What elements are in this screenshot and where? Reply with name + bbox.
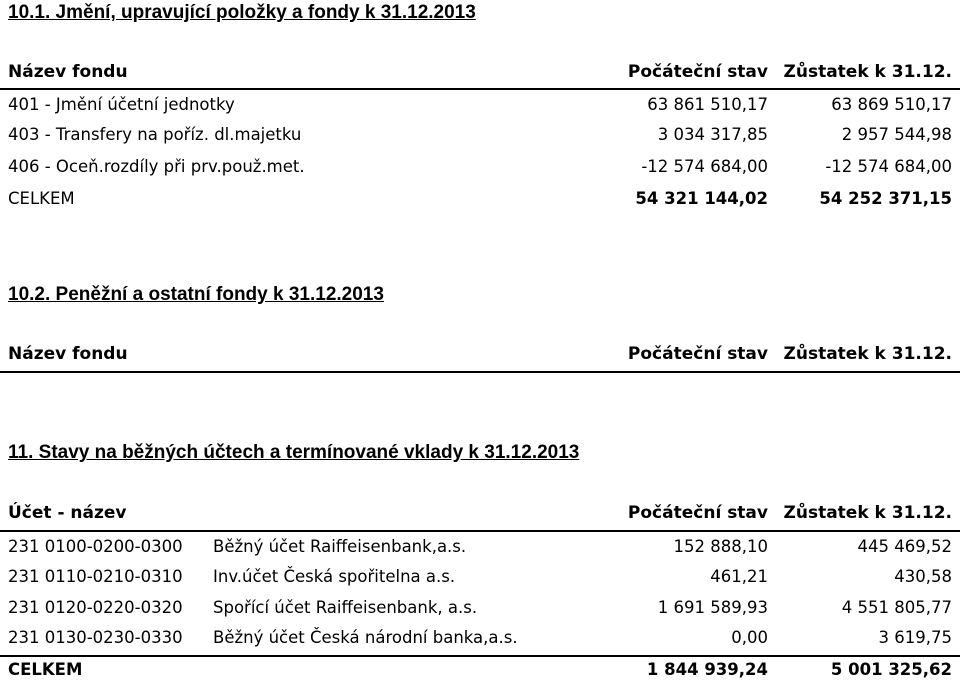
column-header-end: Zůstatek k 31.12. bbox=[783, 62, 952, 82]
column-header-end: Zůstatek k 31.12. bbox=[783, 503, 952, 523]
start-value: -12 574 684,00 bbox=[641, 157, 768, 176]
end-value: -12 574 684,00 bbox=[825, 157, 952, 176]
account-name: Běžný účet Raiffeisenbank,a.s. bbox=[213, 537, 467, 556]
column-header-start: Počáteční stav bbox=[627, 62, 768, 82]
table-row bbox=[0, 122, 960, 152]
start-value: 461,21 bbox=[710, 567, 768, 586]
table-row bbox=[0, 596, 960, 626]
account-number: 231 0130-0230-0330 bbox=[8, 628, 183, 647]
column-header-name: Název fondu bbox=[8, 62, 128, 82]
account-name: Běžný účet Česká národní banka,a.s. bbox=[213, 628, 518, 647]
end-value: 2 957 544,98 bbox=[841, 125, 952, 144]
account-number: 231 0100-0200-0300 bbox=[8, 537, 183, 556]
table-row bbox=[0, 565, 960, 595]
section-heading-funds: 10.1. Jmění, upravující položky a fondy k 31.12.2013 bbox=[8, 2, 476, 23]
total-end-value: 5 001 325,62 bbox=[830, 660, 952, 679]
total-end-value: 54 252 371,15 bbox=[819, 189, 952, 208]
end-value: 3 619,75 bbox=[878, 628, 952, 647]
account-number: 231 0120-0220-0320 bbox=[8, 598, 183, 617]
end-value: 430,58 bbox=[894, 567, 952, 586]
total-start-value: 1 844 939,24 bbox=[646, 660, 768, 679]
section-heading-monetary-funds: 10.2. Peněžní a ostatní fondy k 31.12.2013 bbox=[8, 284, 384, 305]
column-header-end: Zůstatek k 31.12. bbox=[783, 344, 952, 364]
fund-name: 406 - Oceň.rozdíly při prv.použ.met. bbox=[8, 157, 305, 176]
table-row bbox=[0, 92, 960, 122]
start-value: 0,00 bbox=[731, 628, 768, 647]
column-header-name: Název fondu bbox=[8, 344, 128, 364]
column-header-start: Počáteční stav bbox=[627, 344, 768, 364]
end-value: 445 469,52 bbox=[857, 537, 952, 556]
total-divider bbox=[0, 655, 960, 657]
start-value: 152 888,10 bbox=[673, 537, 768, 556]
end-value: 4 551 805,77 bbox=[841, 598, 952, 617]
table-row bbox=[0, 626, 960, 656]
start-value: 3 034 317,85 bbox=[657, 125, 768, 144]
header-divider bbox=[0, 88, 960, 90]
end-value: 63 869 510,17 bbox=[831, 95, 952, 114]
account-name: Spořící účet Raiffeisenbank, a.s. bbox=[213, 598, 478, 617]
fund-name: 401 - Jmění účetní jednotky bbox=[8, 95, 235, 114]
table-row bbox=[0, 154, 960, 184]
column-header-start: Počáteční stav bbox=[627, 503, 768, 523]
fund-name: 403 - Transfery na poříz. dl.majetku bbox=[8, 125, 302, 144]
account-name: Inv.účet Česká spořitelna a.s. bbox=[213, 567, 456, 586]
total-label: CELKEM bbox=[8, 660, 83, 679]
header-divider bbox=[0, 371, 960, 373]
total-label: CELKEM bbox=[8, 189, 75, 208]
table-row bbox=[0, 535, 960, 565]
start-value: 1 691 589,93 bbox=[657, 598, 768, 617]
header-divider bbox=[0, 530, 960, 532]
section-heading-bank-accounts: 11. Stavy na běžných účtech a termínované vklady k 31.12.2013 bbox=[8, 442, 580, 463]
column-header-name: Účet - název bbox=[8, 503, 127, 523]
total-row bbox=[0, 186, 960, 216]
start-value: 63 861 510,17 bbox=[647, 95, 768, 114]
account-number: 231 0110-0210-0310 bbox=[8, 567, 183, 586]
total-start-value: 54 321 144,02 bbox=[635, 189, 768, 208]
